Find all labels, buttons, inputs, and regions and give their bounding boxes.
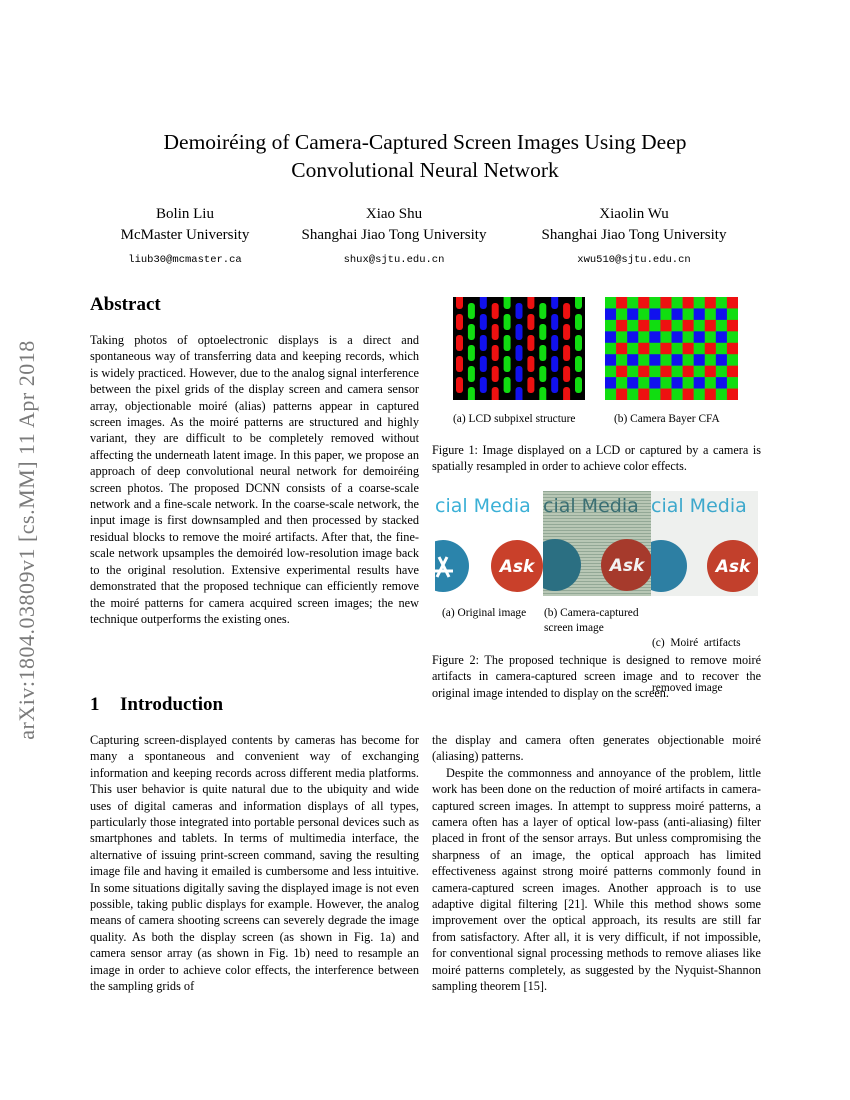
bayer-pixel [660, 377, 671, 389]
lcd-subpixel [563, 345, 570, 361]
lcd-subpixel [468, 366, 475, 382]
lcd-subpixel [551, 377, 558, 393]
bayer-pixel [660, 297, 671, 309]
bayer-pixel [716, 331, 727, 343]
bayer-pixel [616, 343, 627, 355]
lcd-subpixel [539, 324, 546, 340]
bayer-pixel [716, 377, 727, 389]
bayer-pixel [672, 331, 683, 343]
author-email: liub30@mcmaster.ca [128, 254, 242, 266]
lcd-subpixel [480, 314, 487, 330]
bayer-pixel [716, 354, 727, 366]
author-name: Bolin Liu [156, 206, 214, 222]
subcaption-c-line-1: (c) Moiré artifacts [652, 637, 741, 649]
bayer-pixel [649, 366, 660, 378]
lcd-subpixel [575, 297, 582, 309]
bayer-pixel [627, 331, 638, 343]
bayer-pixel [694, 389, 705, 400]
abstract-heading: Abstract [90, 294, 161, 315]
subcaption-b-line-2: screen image [544, 622, 604, 634]
bayer-pixel [694, 366, 705, 378]
figure1-caption: Figure 1: Image displayed on a LCD or captured by a camera is spatially resampled in order to achieve color effects. [432, 443, 761, 474]
lcd-subpixel [492, 345, 499, 361]
author-name: Xiao Shu [365, 206, 423, 222]
subcaption-c-line-2: removed image [652, 682, 723, 694]
bayer-pixel [627, 377, 638, 389]
bayer-pixel [649, 389, 660, 400]
bayer-pixel [660, 331, 671, 343]
lcd-subpixel [575, 377, 582, 393]
bayer-pixel [672, 343, 683, 355]
bayer-pixel [694, 343, 705, 355]
bayer-pixel [672, 308, 683, 320]
lcd-subpixel [563, 324, 570, 340]
bayer-pixel [627, 366, 638, 378]
author-email: xwu510@sjtu.edu.cn [577, 254, 691, 266]
bayer-pixels [605, 297, 738, 400]
figure2-original-image [435, 491, 543, 596]
lcd-subpixel [539, 303, 546, 319]
lcd-subpixel [575, 335, 582, 351]
bayer-pixel [638, 389, 649, 400]
lcd-subpixel [539, 345, 546, 361]
bayer-pixel [694, 308, 705, 320]
intro-left-column [90, 732, 419, 995]
lcd-subpixel [456, 297, 463, 309]
bayer-pixel [683, 389, 694, 400]
bayer-pixel [605, 320, 616, 332]
bayer-pixel [716, 366, 727, 378]
figure2-caption: Figure 2: The proposed technique is designed to remove moiré artifacts in camera-captured screen image and to recover the original image intended to display on the screen. [432, 653, 761, 700]
bayer-pixel [605, 297, 616, 309]
bayer-pixel [627, 389, 638, 400]
subcaption-b-line-1: (b) Camera-captured [544, 607, 639, 619]
bayer-pixel [727, 308, 738, 320]
bayer-pixel [660, 389, 671, 400]
figure2-restored-image [651, 491, 758, 596]
bayer-pixel [694, 320, 705, 332]
bayer-pixel [616, 320, 627, 332]
bayer-pixel [683, 354, 694, 366]
section-heading-introduction [90, 694, 223, 716]
bayer-pixel [649, 354, 660, 366]
author-affiliation: Shanghai Jiao Tong University [541, 227, 727, 243]
lcd-subpixel [551, 297, 558, 309]
lcd-subpixel [504, 335, 511, 351]
ask-label: Ask [499, 557, 535, 577]
bayer-pixel [694, 377, 705, 389]
bayer-pixel [616, 297, 627, 309]
bayer-pixel [727, 297, 738, 309]
bayer-pixel [683, 366, 694, 378]
figure1-lcd-subpixel-image [453, 297, 585, 400]
lcd-subpixel [468, 303, 475, 319]
lcd-subpixel [563, 366, 570, 382]
bayer-pixel [683, 331, 694, 343]
bayer-pixel [627, 343, 638, 355]
bayer-pixel [727, 366, 738, 378]
bayer-pixel [660, 354, 671, 366]
bayer-pixel [683, 377, 694, 389]
intro-paragraph-1-continued: the display and camera often generates objectionable moiré (aliasing) patterns. [432, 733, 761, 764]
lcd-subpixel [527, 314, 534, 330]
figure2-captured-image [543, 491, 651, 596]
abstract-body [90, 332, 419, 627]
bayer-pixel [672, 389, 683, 400]
bayer-pixel [616, 366, 627, 378]
bayer-pixel [705, 354, 716, 366]
bayer-pixel [694, 331, 705, 343]
lcd-subpixel [551, 356, 558, 372]
bayer-pixel [716, 389, 727, 400]
bayer-pixel [705, 297, 716, 309]
author-email: shux@sjtu.edu.cn [343, 254, 445, 266]
ask-label: Ask [715, 557, 751, 577]
bayer-pixel [638, 354, 649, 366]
bayer-pixel [727, 389, 738, 400]
lcd-subpixel [492, 387, 499, 400]
figure1-subcaption-b: (b) Camera Bayer CFA [614, 413, 720, 425]
lcd-subpixel [516, 387, 523, 400]
bayer-pixel [716, 320, 727, 332]
media-text: cial Media [543, 495, 639, 517]
abstract-text: Taking photos of optoelectronic displays is a direct and spontaneous way of transferring data and keeping records, which is widely practiced. However, due to the analog signal interference between the pixel grids of the display screen and camera sensor array, objectionable moiré (alias) patterns appear in captured screen images. As the moiré patterns are structured and highly variant, they are difficult to be completely removed without affecting the underneath latent image. In this paper, we propose an approach of deep convolutional neural network for demoiréing screen photos. The proposed DCNN consists of a coarse-scale network and a fine-scale network. In the coarse-scale network, the input image is first downsampled and then processed by stacked residual blocks to remove the moiré artifacts. After that, the fine-scale network upsamples the demoiréd low-resolution image back to the original resolution. Extensive experimental results have demonstrated that the proposed technique can efficiently remove the moiré patterns for camera acquired screen images; the new technique outperforms the existing ones. [90, 333, 419, 626]
bayer-pixel [716, 308, 727, 320]
lcd-subpixel [563, 387, 570, 400]
bayer-pixel [672, 297, 683, 309]
bayer-pixel [649, 343, 660, 355]
bayer-pixel [727, 343, 738, 355]
bayer-pixel [649, 331, 660, 343]
bayer-pixel [660, 343, 671, 355]
bayer-pixel [672, 366, 683, 378]
lcd-subpixel [504, 377, 511, 393]
bayer-pixel [627, 308, 638, 320]
figure2-subcaption-b [544, 606, 639, 636]
lcd-subpixel [480, 297, 487, 309]
lcd-subpixel [468, 324, 475, 340]
bayer-pixel [649, 297, 660, 309]
ask-label: Ask [609, 556, 645, 576]
bayer-pixel [727, 377, 738, 389]
lcd-subpixel [516, 303, 523, 319]
bayer-pixel [616, 354, 627, 366]
bayer-pixel [672, 320, 683, 332]
author-affiliation: McMaster University [120, 227, 250, 243]
lcd-subpixel [527, 377, 534, 393]
bayer-pixel [705, 343, 716, 355]
bayer-pixel [705, 366, 716, 378]
author-3 [504, 204, 764, 271]
bayer-pixel [694, 297, 705, 309]
lcd-subpixel [527, 356, 534, 372]
lcd-subpixel [480, 356, 487, 372]
bayer-pixel [727, 354, 738, 366]
media-text: cial Media [651, 495, 747, 517]
bayer-pixel [649, 377, 660, 389]
lcd-subpixel [468, 387, 475, 400]
intro-right-column [432, 732, 761, 995]
bayer-pixel [672, 377, 683, 389]
bayer-pixel [672, 354, 683, 366]
bayer-pixel [638, 366, 649, 378]
media-text: cial Media [435, 495, 531, 517]
lcd-subpixel [492, 366, 499, 382]
bayer-pixel [638, 331, 649, 343]
intro-paragraph-1: Capturing screen-displayed contents by cameras has become for many a spontaneous and convenient way of exchanging information and keeping records across different media platforms. This user behavior is quite natural due to the ubiquity and wide uses of digital cameras and information displays of all types, particularly those integrated into portable personal devices such as smartphones and tablets. In terms of multimedia interface, the alternative of issuing print-screen command, saving the resulting image file and having it emailed is cumbersome and less intuitive. In some situations digitally saving the displayed image is not even possible, taking public displays for example. However, the analog means of camera shooting screens can severely degrade the image quality. As both the display screen (as shown in Fig. 1a) and camera sensor array (as shown in Fig. 1b) need to resample an image in order to achieve color effects, the interference between the sampling grids of [90, 733, 419, 994]
bayer-pixel [627, 297, 638, 309]
lcd-subpixel [563, 303, 570, 319]
bayer-pixel [605, 366, 616, 378]
section-title: Introduction [120, 694, 224, 715]
bayer-pixel [705, 389, 716, 400]
bayer-pixel [627, 354, 638, 366]
lcd-subpixel [480, 335, 487, 351]
bayer-pixel [649, 308, 660, 320]
lcd-subpixel [504, 356, 511, 372]
lcd-subpixel [492, 324, 499, 340]
bayer-pixel [638, 377, 649, 389]
lcd-subpixel [516, 345, 523, 361]
bayer-pixel [683, 343, 694, 355]
bayer-pixel [683, 297, 694, 309]
bayer-pixel [638, 297, 649, 309]
lcd-subpixel [492, 303, 499, 319]
bayer-pixel [638, 320, 649, 332]
lcd-subpixel [516, 366, 523, 382]
lcd-subpixel [468, 345, 475, 361]
bayer-pixel [660, 366, 671, 378]
arxiv-id: arXiv:1804.03809v1 [cs.MM] 11 Apr 2018 [14, 340, 39, 740]
lcd-subpixel [575, 356, 582, 372]
bayer-pixel [683, 320, 694, 332]
bayer-pixel [616, 377, 627, 389]
bayer-pixel [694, 354, 705, 366]
lcd-subpixel [539, 387, 546, 400]
bayer-pixel [705, 377, 716, 389]
lcd-subpixel [575, 314, 582, 330]
author-affiliation: Shanghai Jiao Tong University [301, 227, 487, 243]
title-line-2: Convolutional Neural Network [291, 158, 559, 182]
author-2 [264, 204, 524, 271]
bayer-pixel [683, 308, 694, 320]
lcd-subpixel [527, 297, 534, 309]
bayer-pixel [627, 320, 638, 332]
lcd-subpixel [539, 366, 546, 382]
bayer-pixel [616, 389, 627, 400]
bayer-pixel [716, 297, 727, 309]
bayer-pixel [616, 308, 627, 320]
bayer-pixel [660, 320, 671, 332]
arxiv-sidebar [12, 295, 42, 785]
lcd-subpixel [504, 314, 511, 330]
bayer-pixel [727, 320, 738, 332]
figure2-subcaption-a: (a) Original image [442, 607, 527, 619]
bayer-pixel [638, 308, 649, 320]
lcd-subpixel [456, 314, 463, 330]
bayer-pixel [605, 343, 616, 355]
lcd-subpixel [516, 324, 523, 340]
author-name: Xiaolin Wu [599, 206, 669, 222]
lcd-subpixel [504, 297, 511, 309]
bayer-pixel [727, 331, 738, 343]
bayer-pixel [616, 331, 627, 343]
bayer-pixel [605, 377, 616, 389]
bayer-pixel [649, 320, 660, 332]
lcd-subpixel [551, 335, 558, 351]
bayer-pixel [705, 331, 716, 343]
lcd-subpixel [551, 314, 558, 330]
bayer-pixel [605, 331, 616, 343]
bayer-pixel [705, 308, 716, 320]
bayer-pixel [716, 343, 727, 355]
bayer-pixel [660, 308, 671, 320]
intro-paragraph-2: Despite the commonness and annoyance of the problem, little work has been done on the reduction of moiré artifacts in camera-captured screen images. In attempt to suppress moiré patterns, a camera often has a layer of optical low-pass (anti-aliasing) filter placed in front of the sensor arrays. But unless compromising the sharpness of an image, the optical approach has limited effectiveness against strong moiré patterns commonly found in camera-captured screen images. Another approach is to use adaptive digital filtering [21]. While this method shows some improvement over the optical approach, its results are still far from satisfactory. After all, it is very difficult, if not impossible, for conventional signal processing methods to remove aliases like moiré patterns completely, as suggested by the Nyquist-Shannon sampling theorem [15]. [432, 765, 761, 994]
lcd-subpixel [480, 377, 487, 393]
title-line-1: Demoiréing of Camera-Captured Screen Images Using Deep [163, 130, 687, 154]
bayer-pixel [605, 308, 616, 320]
lcd-subpixel [527, 335, 534, 351]
bayer-pixel [638, 343, 649, 355]
lcd-subpixel [456, 377, 463, 393]
figure1-bayer-cfa-image [605, 297, 738, 400]
lcd-subpixel [456, 335, 463, 351]
section-number: 1 [90, 694, 100, 715]
bayer-pixel [705, 320, 716, 332]
figure1-subcaption-a: (a) LCD subpixel structure [453, 413, 576, 425]
bayer-pixel [605, 389, 616, 400]
bayer-pixel [605, 354, 616, 366]
lcd-subpixel [456, 356, 463, 372]
paper-title [80, 128, 770, 184]
